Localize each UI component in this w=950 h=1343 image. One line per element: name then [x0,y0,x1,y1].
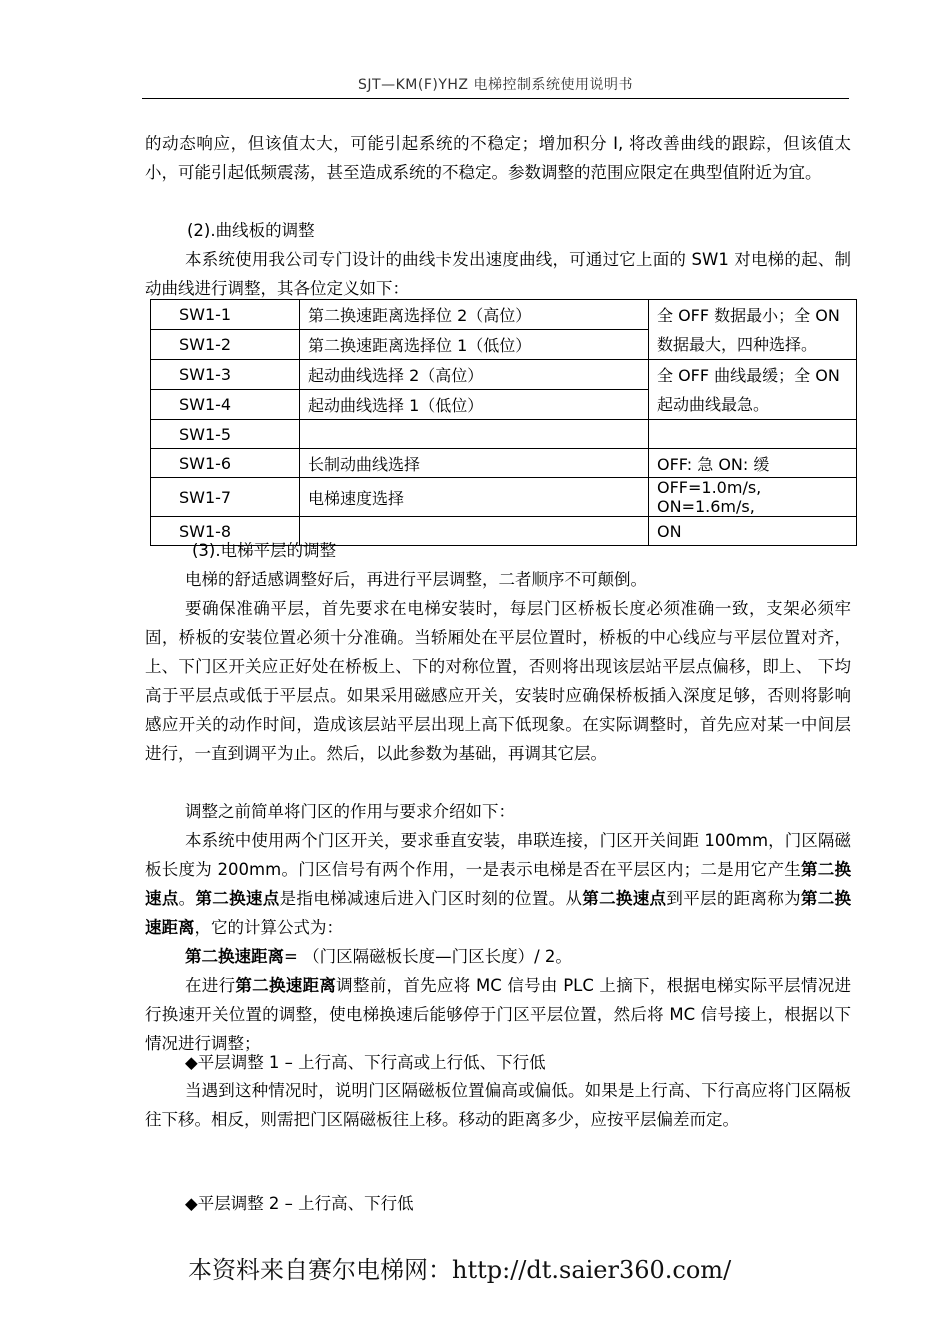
sw-code: SW1-4 [151,390,300,420]
bold-term: 第二换速点 [145,860,852,908]
text-run: 到平层的距离称为 [666,889,801,908]
bold-term: 第二换速点 [582,889,667,908]
text-run: 是指电梯减速后进入门区时刻的位置。从 [279,889,583,908]
formula-line [185,942,572,971]
footer-source: 本资料来自赛尔电梯网：http://dt.saier360.com/ [188,1256,732,1284]
sw-note [649,420,857,449]
text-run: 调整前，首先应将 MC 信号由 PLC 上摘下，根据电梯实际平层情况进行换速开关位置的调整，使电梯换速后能够停于门区平层位置，然后将 MC 信号接上，根据以下情况进行调整； [145,976,852,1053]
text-run: 本系统中使用两个门区开关，要求垂直安装，串联连接，门区开关间距 100mm，门区隔磁板长度为 200mm。门区信号有两个作用，一是表示电梯是否在平层区内；二是用它产生 [145,831,851,879]
table-row [151,300,857,330]
text-run: 在进行 [185,976,236,995]
sw-note: 全 OFF 数据最小；全 ON 数据最大，四种选择。 [649,300,857,360]
text-run: ，它的计算公式为： [194,918,343,937]
sw-note: ON [649,517,857,546]
sw-desc: 第二换速距离选择位 1（低位） [300,330,649,360]
bold-term: 第二换速距离 [235,976,337,995]
sw-desc: 电梯速度选择 [300,478,649,517]
sw-desc: 长制动曲线选择 [300,449,649,478]
table-row [151,420,857,449]
sw-code: SW1-3 [151,360,300,390]
bold-term: 第二换速距离 [185,947,284,966]
section-2-body: 本系统使用我公司专门设计的曲线卡发出速度曲线，可通过它上面的 SW1 对电梯的起、制动曲线进行调整，其各位定义如下： [145,250,851,298]
adjust-1-title: ◆平层调整 1 – 上行高、下行高或上行低、下行低 [185,1053,546,1072]
sw-code: SW1-8 [151,517,300,546]
sw-code: SW1-5 [151,420,300,449]
sw-note: 全 OFF 曲线最缓；全 ON 起动曲线最急。 [649,360,857,420]
sw-code: SW1-7 [151,478,300,517]
sw-code: SW1-1 [151,300,300,330]
sw-desc [300,517,649,546]
table-row [151,478,857,517]
sw-note: OFF=1.0m/s, ON=1.6m/s, [649,478,857,517]
text-run: = （门区隔磁板长度—门区长度）/ 2。 [284,947,572,966]
table-row [151,449,857,478]
page-header [142,74,849,99]
comfort-paragraph: 电梯的舒适感调整好后，再进行平层调整，二者顺序不可颠倒。 [185,570,647,589]
before-adjust-paragraph: 调整之前简单将门区的作用与要求介绍如下： [185,802,515,821]
adjust-2-title: ◆平层调整 2 – 上行高、下行低 [185,1194,414,1213]
text-run: 。 [178,889,196,908]
section-3-title: (3).电梯平层的调整 [192,541,337,560]
procedure-paragraph [145,971,851,1058]
sw-desc: 起动曲线选择 1（低位） [300,390,649,420]
sw-note: OFF: 急 ON: 缓 [649,449,857,478]
section-2-title: (2).曲线板的调整 [187,221,315,240]
sw-code: SW1-6 [151,449,300,478]
sw-code: SW1-2 [151,330,300,360]
accuracy-paragraph: 要确保准确平层，首先要求在电梯安装时，每层门区桥板长度必须准确一致，支架必须牢固，桥板的安装位置必须十分准确。当轿厢处在平层位置时，桥板的中心线应与平层位置对齐，上、下门区开关应正好处在桥板上、下的对称位置，否则将出现该层站平层点偏移，即上、 下均高于平层点或低于平层点。如果采用磁感应开关，安装时应确保桥板插入深度足够，否则将影响感应开关的动作时间，造成该层站平层出现上高下低现象。在实际调整时，首先应对某一中间层进行，一直到调平为止。然后，以此参数为基础，再调其它层。 [145,599,851,763]
table-row [151,360,857,390]
sw1-table [150,299,857,546]
bold-term: 第二换速点 [195,889,280,908]
sw-desc: 第二换速距离选择位 2（高位） [300,300,649,330]
intro-paragraph: 的动态响应，但该值太大，可能引起系统的不稳定；增加积分 I, 将改善曲线的跟踪，但该值太小，可能引起低频震荡，甚至造成系统的不稳定。参数调整的范围应限定在典型值附近为宜。 [145,134,851,182]
bold-term: 第二换速距离 [145,889,852,937]
header-title: SJT—KM(F)YHZ 电梯控制系统使用说明书 [358,77,633,93]
sw-desc [300,420,649,449]
door-zone-paragraph [145,826,851,942]
adjust-1-body: 当遇到这种情况时，说明门区隔磁板位置偏高或偏低。如果是上行高、下行高应将门区隔板往下移。相反，则需把门区隔磁板往上移。移动的距离多少，应按平层偏差而定。 [145,1081,851,1129]
sw-desc: 起动曲线选择 2（高位） [300,360,649,390]
